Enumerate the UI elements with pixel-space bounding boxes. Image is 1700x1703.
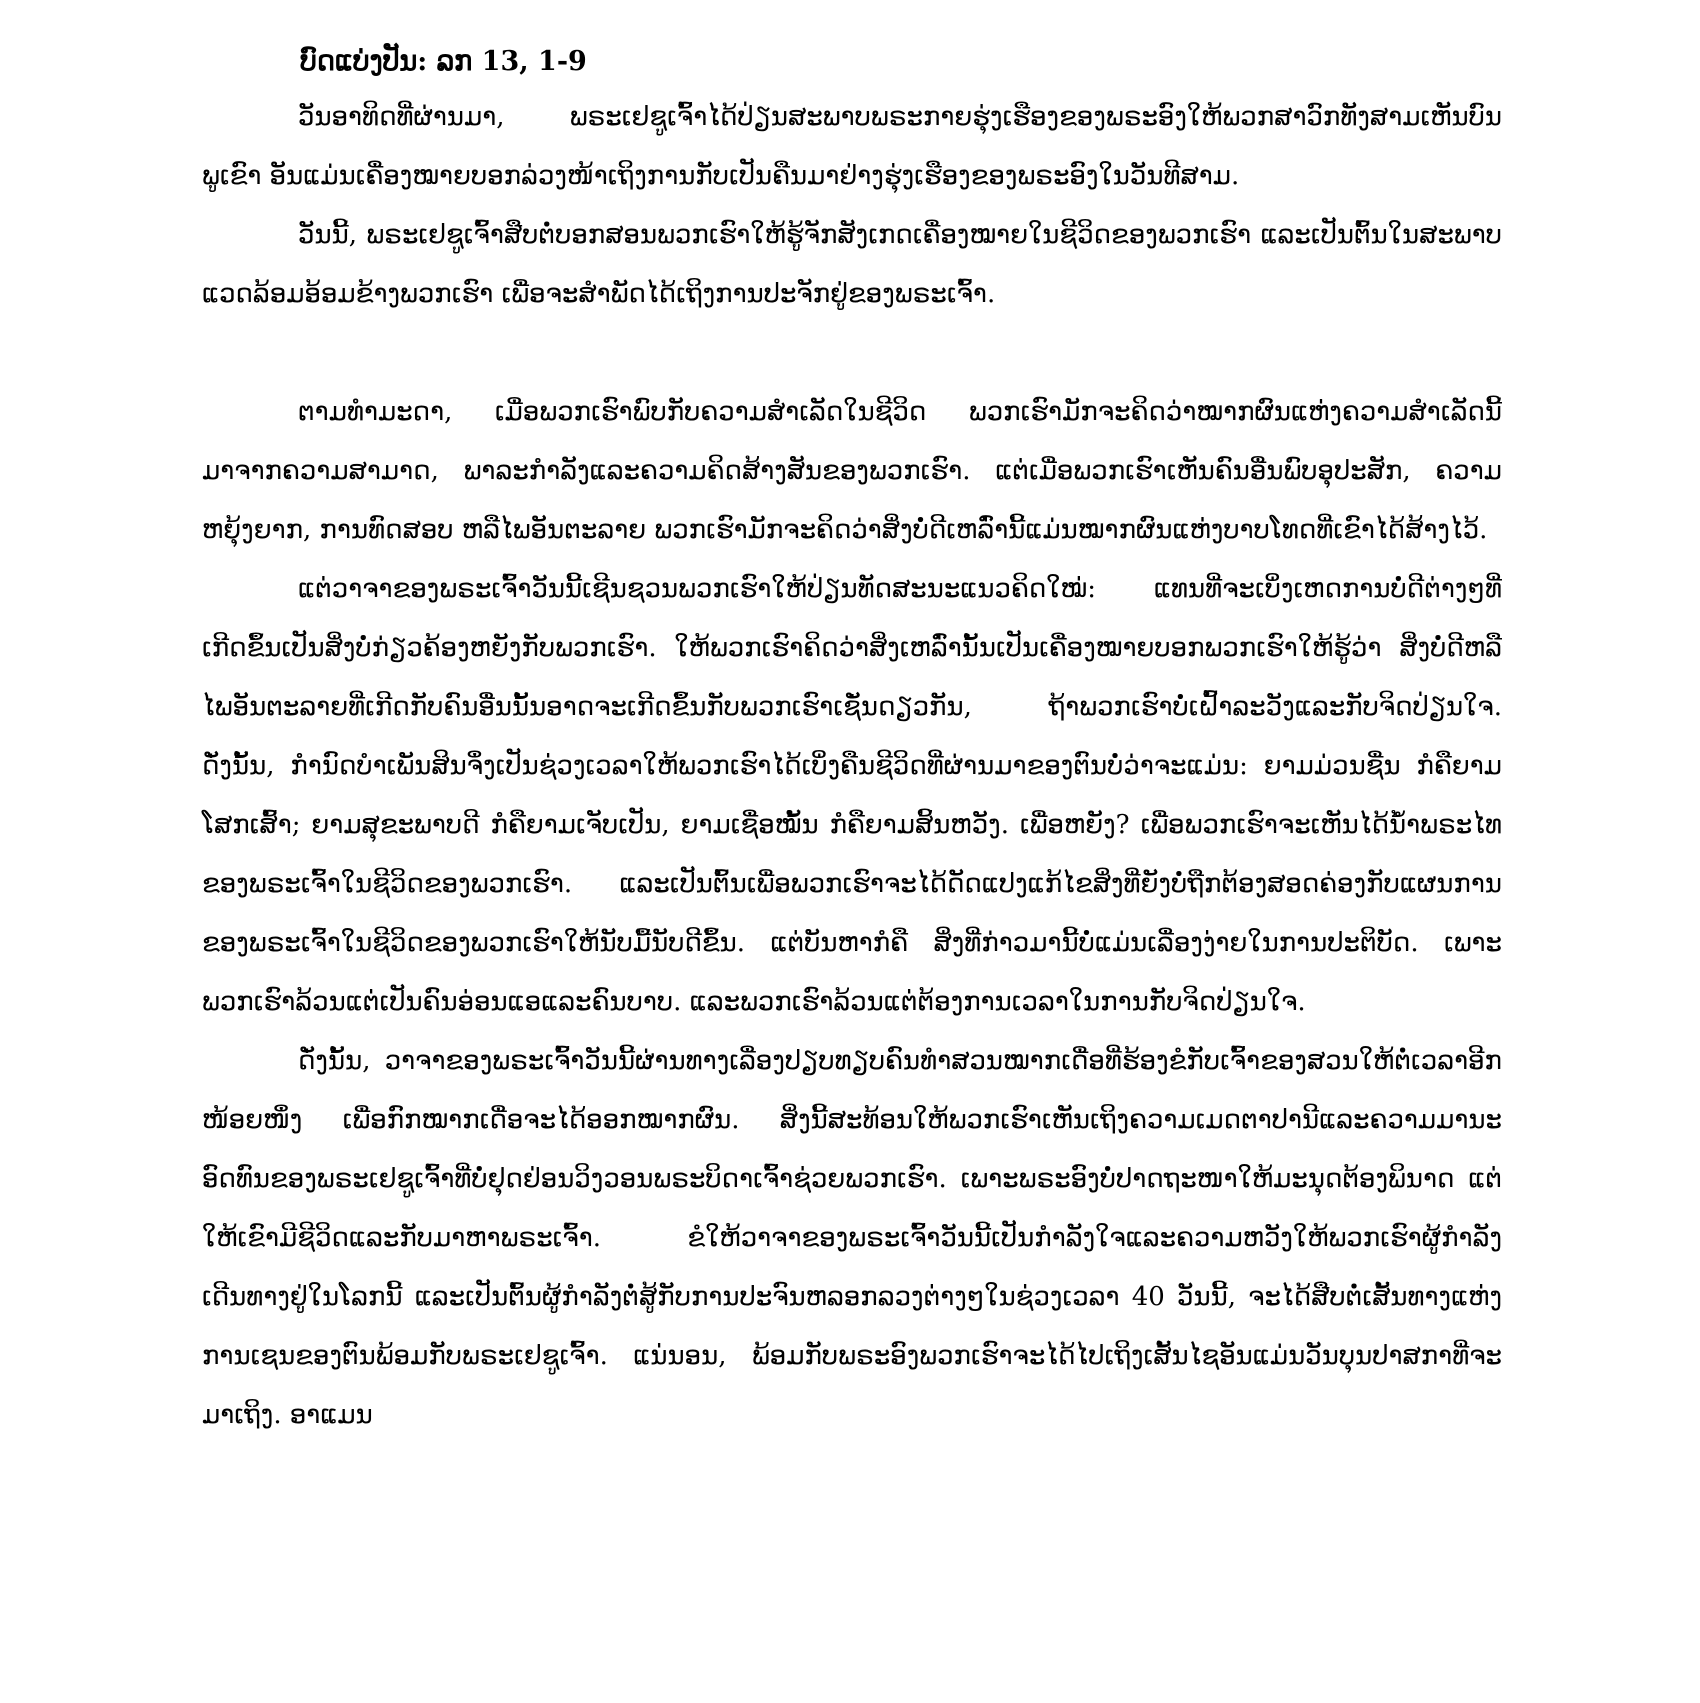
- paragraph-2: ວັນນີ້, ພຣະເຢຊູເຈົ້າສືບຕໍ່ບອກສອນພວກເຮົາໃຫ້ຮູ້ຈັກສັງເກດເຄື່ອງໝາຍໃນຊີວິດຂອງພວກເຮົາ ແລະເປັນຕົ້ນໃນສະພາບແວດລ້ອມອ້ອມຂ້າງພວກເຮົາ ເພື່ອຈະສຳພັດໄດ້ເຖິງການປະຈັກຢູ່ຂອງພຣະເຈົ້າ.: [202, 220, 1502, 309]
- document-title: ບົດແບ່ງປັນ: ລກ 13, 1-9: [300, 46, 587, 77]
- paragraph-4: ແຕ່ວາຈາຂອງພຣະເຈົ້າວັນນີ້ເຊີນຊວນພວກເຮົາໃຫ້ປ່ຽນທັດສະນະແນວຄິດໃໝ່: ແທນທີ່ຈະເບິ່ງເຫດການບໍ່ດີຕ່າງໆທີ່ເກີດຂຶ້ນເປັນສິ່ງບໍ່ກ່ຽວຄ້ອງຫຍັງກັບພວກເຮົາ. ໃຫ້ພວກເຮົາຄິດວ່າສິ່ງເຫລົ່ານັ້ນເປັນເຄື່ອງໝາຍບອກພວກເຮົາໃຫ້ຮູ້ວ່າ ສິ່ງບໍ່ດີຫລືໄພອັນຕະລາຍທີ່ເກີດກັບຄົນອື່ນນັ້ນອາດຈະເກີດຂຶ້ນກັບພວກເຮົາເຊັ່ນດຽວກັນ, ຖ້າພວກເຮົາບໍ່ເຝົ້າລະວັງແລະກັບຈິດປ່ຽນໃຈ. ດັ່ງນັ້ນ, ກຳນົດບຳເພັນສິນຈຶ່ງເປັນຊ່ວງເວລາໃຫ້ພວກເຮົາໄດ້ເບິ່ງຄືນຊີວິດທີ່ຜ່ານມາຂອງຕົນບໍ່ວ່າຈະແມ່ນ: ຍາມມ່ວນຊື່ນ ກໍຄືຍາມໂສກເສົ້າ; ຍາມສຸຂະພາບດີ ກໍຄືຍາມເຈັບເປັນ, ຍາມເຊື່ອໝັ້ນ ກໍຄືຍາມສິ້ນຫວັງ. ເພື່ອຫຍັງ? ເພື່ອພວກເຮົາຈະເຫັນໄດ້ນ້ຳພຣະໄທຂອງພຣະເຈົ້າໃນຊີວິດຂອງພວກເຮົາ. ແລະເປັນຕົ້ນເພື່ອພວກເຮົາຈະໄດ້ດັດແປງແກ້ໄຂສິ່ງທີ່ຍັງບໍ່ຖືກຕ້ອງສອດຄ່ອງກັບແຜນການຂອງພຣະເຈົ້າໃນຊີວິດຂອງພວກເຮົາໃຫ້ນັບມື້ນັບດີຂຶ້ນ. ແຕ່ບັນຫາກໍຄື ສິ່ງທີ່ກ່າວມານີ້ບໍ່ແມ່ນເລື່ອງງ່າຍໃນການປະຕິບັດ. ເພາະພວກເຮົາລ້ວນແຕ່ເປັນຄົນອ່ອນແອແລະຄົນບາບ. ແລະພວກເຮົາລ້ວນແຕ່ຕ້ອງການເວລາໃນການກັບຈິດປ່ຽນໃຈ.: [202, 574, 1502, 1017]
- document-body: [202, 88, 1502, 1445]
- paragraph-1: ວັນອາທິດທີ່ຜ່ານມາ, ພຣະເຢຊູເຈົ້າໄດ້ປ່ຽນສະພາບພຣະກາຍຮຸ່ງເຮືອງຂອງພຣະອົງໃຫ້ພວກສາວົກທັງສາມເຫັນບົນພູເຂົາ ອັນແມ່ນເຄື່ອງໝາຍບອກລ່ວງໜ້າເຖິງການກັບເປັນຄືນມາຢ່າງຮຸ່ງເຮືອງຂອງພຣະອົງໃນວັນທີສາມ.: [202, 102, 1502, 191]
- paragraph-3: ຕາມທຳມະດາ, ເມື່ອພວກເຮົາພົບກັບຄວາມສຳເລັດໃນຊີວິດ ພວກເຮົາມັກຈະຄິດວ່າໝາກຜົນແຫ່ງຄວາມສຳເລັດນີ້ມາຈາກຄວາມສາມາດ, ພາລະກຳລັງແລະຄວາມຄິດສ້າງສັນຂອງພວກເຮົາ. ແຕ່ເມື່ອພວກເຮົາເຫັນຄົນອື່ນພົບອຸປະສັກ, ຄວາມຫຍຸ້ງຍາກ, ການທົດສອບ ຫລືໄພອັນຕະລາຍ ພວກເຮົາມັກຈະຄິດວ່າສິ່ງບໍ່ດີເຫລົ່ານີ້ແມ່ນໝາກຜົນແຫ່ງບາບໂທດທີ່ເຂົາໄດ້ສ້າງໄວ້.: [202, 397, 1502, 545]
- paragraph-5: ດັ່ງນັ້ນ, ວາຈາຂອງພຣະເຈົ້າວັນນີ້ຜ່ານທາງເລື່ອງປຽບທຽບຄົນທຳສວນໝາກເດື່ອທີ່ຮ້ອງຂໍກັບເຈົ້າຂອງສວນໃຫ້ຕໍ່ເວລາອີກໜ້ອຍໜຶ່ງ ເພື່ອກົກໝາກເດື່ອຈະໄດ້ອອກໝາກຜົນ. ສິ່ງນີ້ສະທ້ອນໃຫ້ພວກເຮົາເຫັນເຖິງຄວາມເມດຕາປານີແລະຄວາມມານະອົດທົນຂອງພຣະເຢຊູເຈົ້າທີ່ບໍ່ຢຸດຢ່ອນວິງວອນພຣະບິດາເຈົ້າຊ່ວຍພວກເຮົາ. ເພາະພຣະອົງບໍ່ປາດຖະໜາໃຫ້ມະນຸດຕ້ອງພິນາດ ແຕ່ໃຫ້ເຂົາມີຊີວິດແລະກັບມາຫາພຣະເຈົ້າ. ຂໍໃຫ້ວາຈາຂອງພຣະເຈົ້າວັນນີ້ເປັນກຳລັງໃຈແລະຄວາມຫວັງໃຫ້ພວກເຮົາຜູ້ກຳລັງເດີນທາງຢູ່ໃນໂລກນີ້ ແລະເປັນຕົ້ນຜູ້ກຳລັງຕໍ່ສູ້ກັບການປະຈົນຫລອກລວງຕ່າງໆໃນຊ່ວງເວລາ 40 ວັນນີ້, ຈະໄດ້ສືບຕໍ່ເສັ້ນທາງແຫ່ງການເຊນຂອງຕົນພ້ອມກັບພຣະເຢຊູເຈົ້າ. ແນ່ນອນ, ພ້ອມກັບພຣະອົງພວກເຮົາຈະໄດ້ໄປເຖິງເສັ້ນໄຊອັນແມ່ນວັນບຸນປາສກາທີ່ຈະມາເຖິງ. ອາແມນ: [202, 1046, 1502, 1430]
